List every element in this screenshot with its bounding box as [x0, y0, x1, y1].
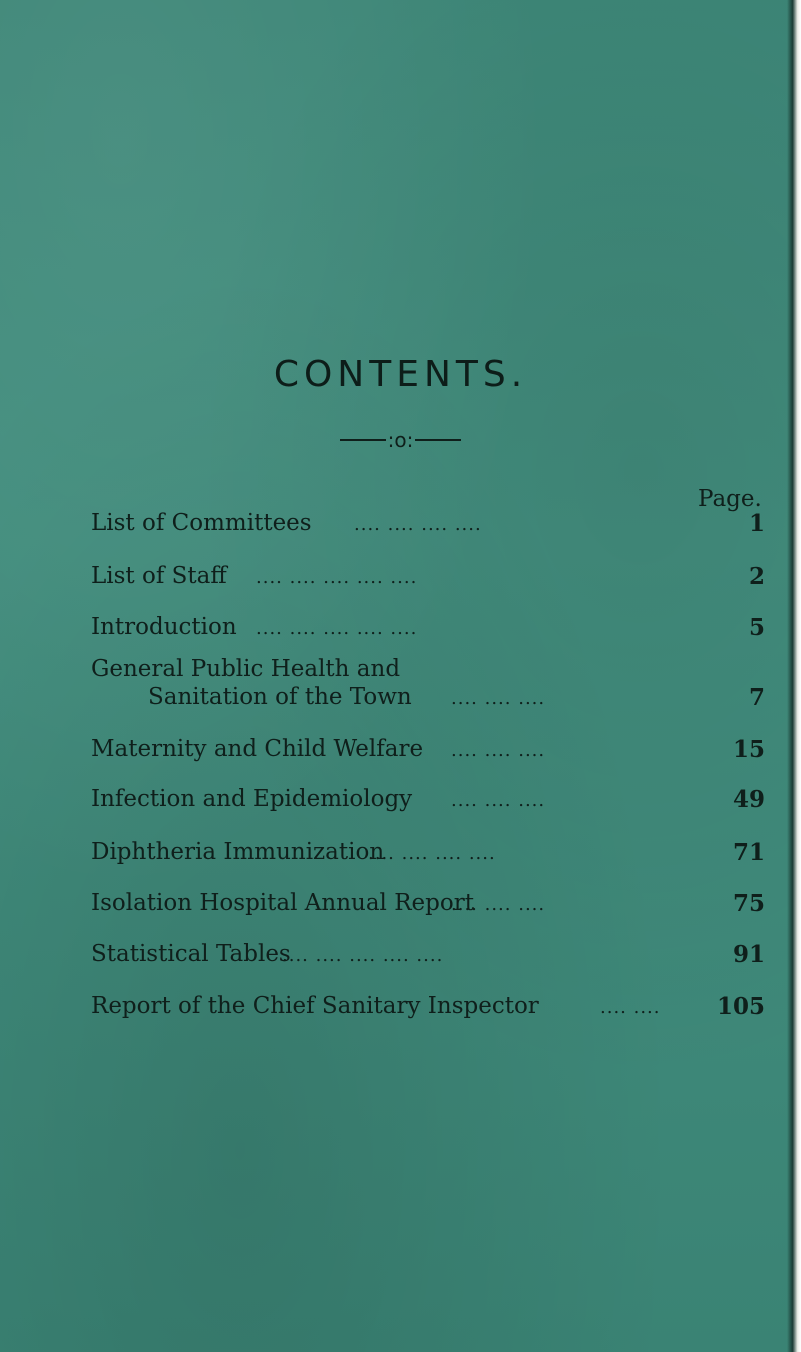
toc-entry-page: 5	[748, 614, 765, 641]
toc-entry-leader: .... .... ....	[451, 740, 546, 761]
page-edge-shadow	[787, 0, 801, 1352]
toc-entry-leader: .... ....	[600, 997, 661, 1018]
toc-entry-label: Maternity and Child Welfare	[91, 736, 424, 762]
toc-entry-page: 7	[748, 684, 765, 711]
toc-entry-label: Statistical Tables	[91, 941, 291, 967]
toc-entry	[0, 839, 801, 871]
toc-entry-leader: .... .... .... ....	[368, 843, 496, 864]
toc-entry	[0, 563, 801, 595]
toc-entry-page: 1	[748, 510, 765, 537]
toc-entry-label: Report of the Chief Sanitary Inspector	[91, 993, 539, 1019]
toc-entry-page: 105	[716, 993, 765, 1020]
toc-entry-label: General Public Health and	[91, 656, 401, 682]
toc-entry-leader: .... .... ....	[451, 790, 546, 811]
page-title: CONTENTS.	[273, 354, 528, 395]
toc-entry-label: Diphtheria Immunization	[91, 839, 385, 865]
toc-entry-label: List of Staff	[91, 563, 227, 589]
toc-entry-label: List of Committees	[91, 510, 312, 536]
toc-entry-page: 75	[732, 890, 765, 917]
toc-entry-leader: .... .... ....	[451, 894, 546, 915]
toc-entry-leader: .... .... .... .... ....	[282, 945, 444, 966]
toc-entry-leader: .... .... .... ....	[354, 514, 482, 535]
toc-entry	[0, 510, 801, 542]
toc-entry-page: 2	[748, 563, 765, 590]
toc-entry-page: 91	[732, 941, 765, 968]
toc-entry	[0, 614, 801, 646]
toc-entry-page: 71	[732, 839, 765, 866]
toc-entry	[0, 993, 801, 1025]
toc-entry-label: Infection and Epidemiology	[91, 786, 413, 812]
toc-entry-label: Sanitation of the Town	[148, 684, 412, 710]
toc-entry-label: Isolation Hospital Annual Report	[91, 890, 474, 916]
toc-entry	[0, 941, 801, 973]
toc-entry-page: 49	[732, 786, 765, 813]
toc-entry	[0, 890, 801, 922]
divider-mark: :o:	[387, 428, 414, 452]
toc-entry-leader: .... .... .... .... ....	[256, 567, 418, 588]
toc-entry	[0, 786, 801, 818]
toc-entry	[0, 736, 801, 768]
page-column-header: Page.	[698, 486, 762, 512]
toc-entry-leader: .... .... ....	[451, 688, 546, 709]
toc-entry	[0, 684, 801, 716]
toc-entry-label: Introduction	[91, 614, 237, 640]
toc-entry-page: 15	[732, 736, 765, 763]
toc-entry-leader: .... .... .... .... ....	[256, 618, 418, 639]
